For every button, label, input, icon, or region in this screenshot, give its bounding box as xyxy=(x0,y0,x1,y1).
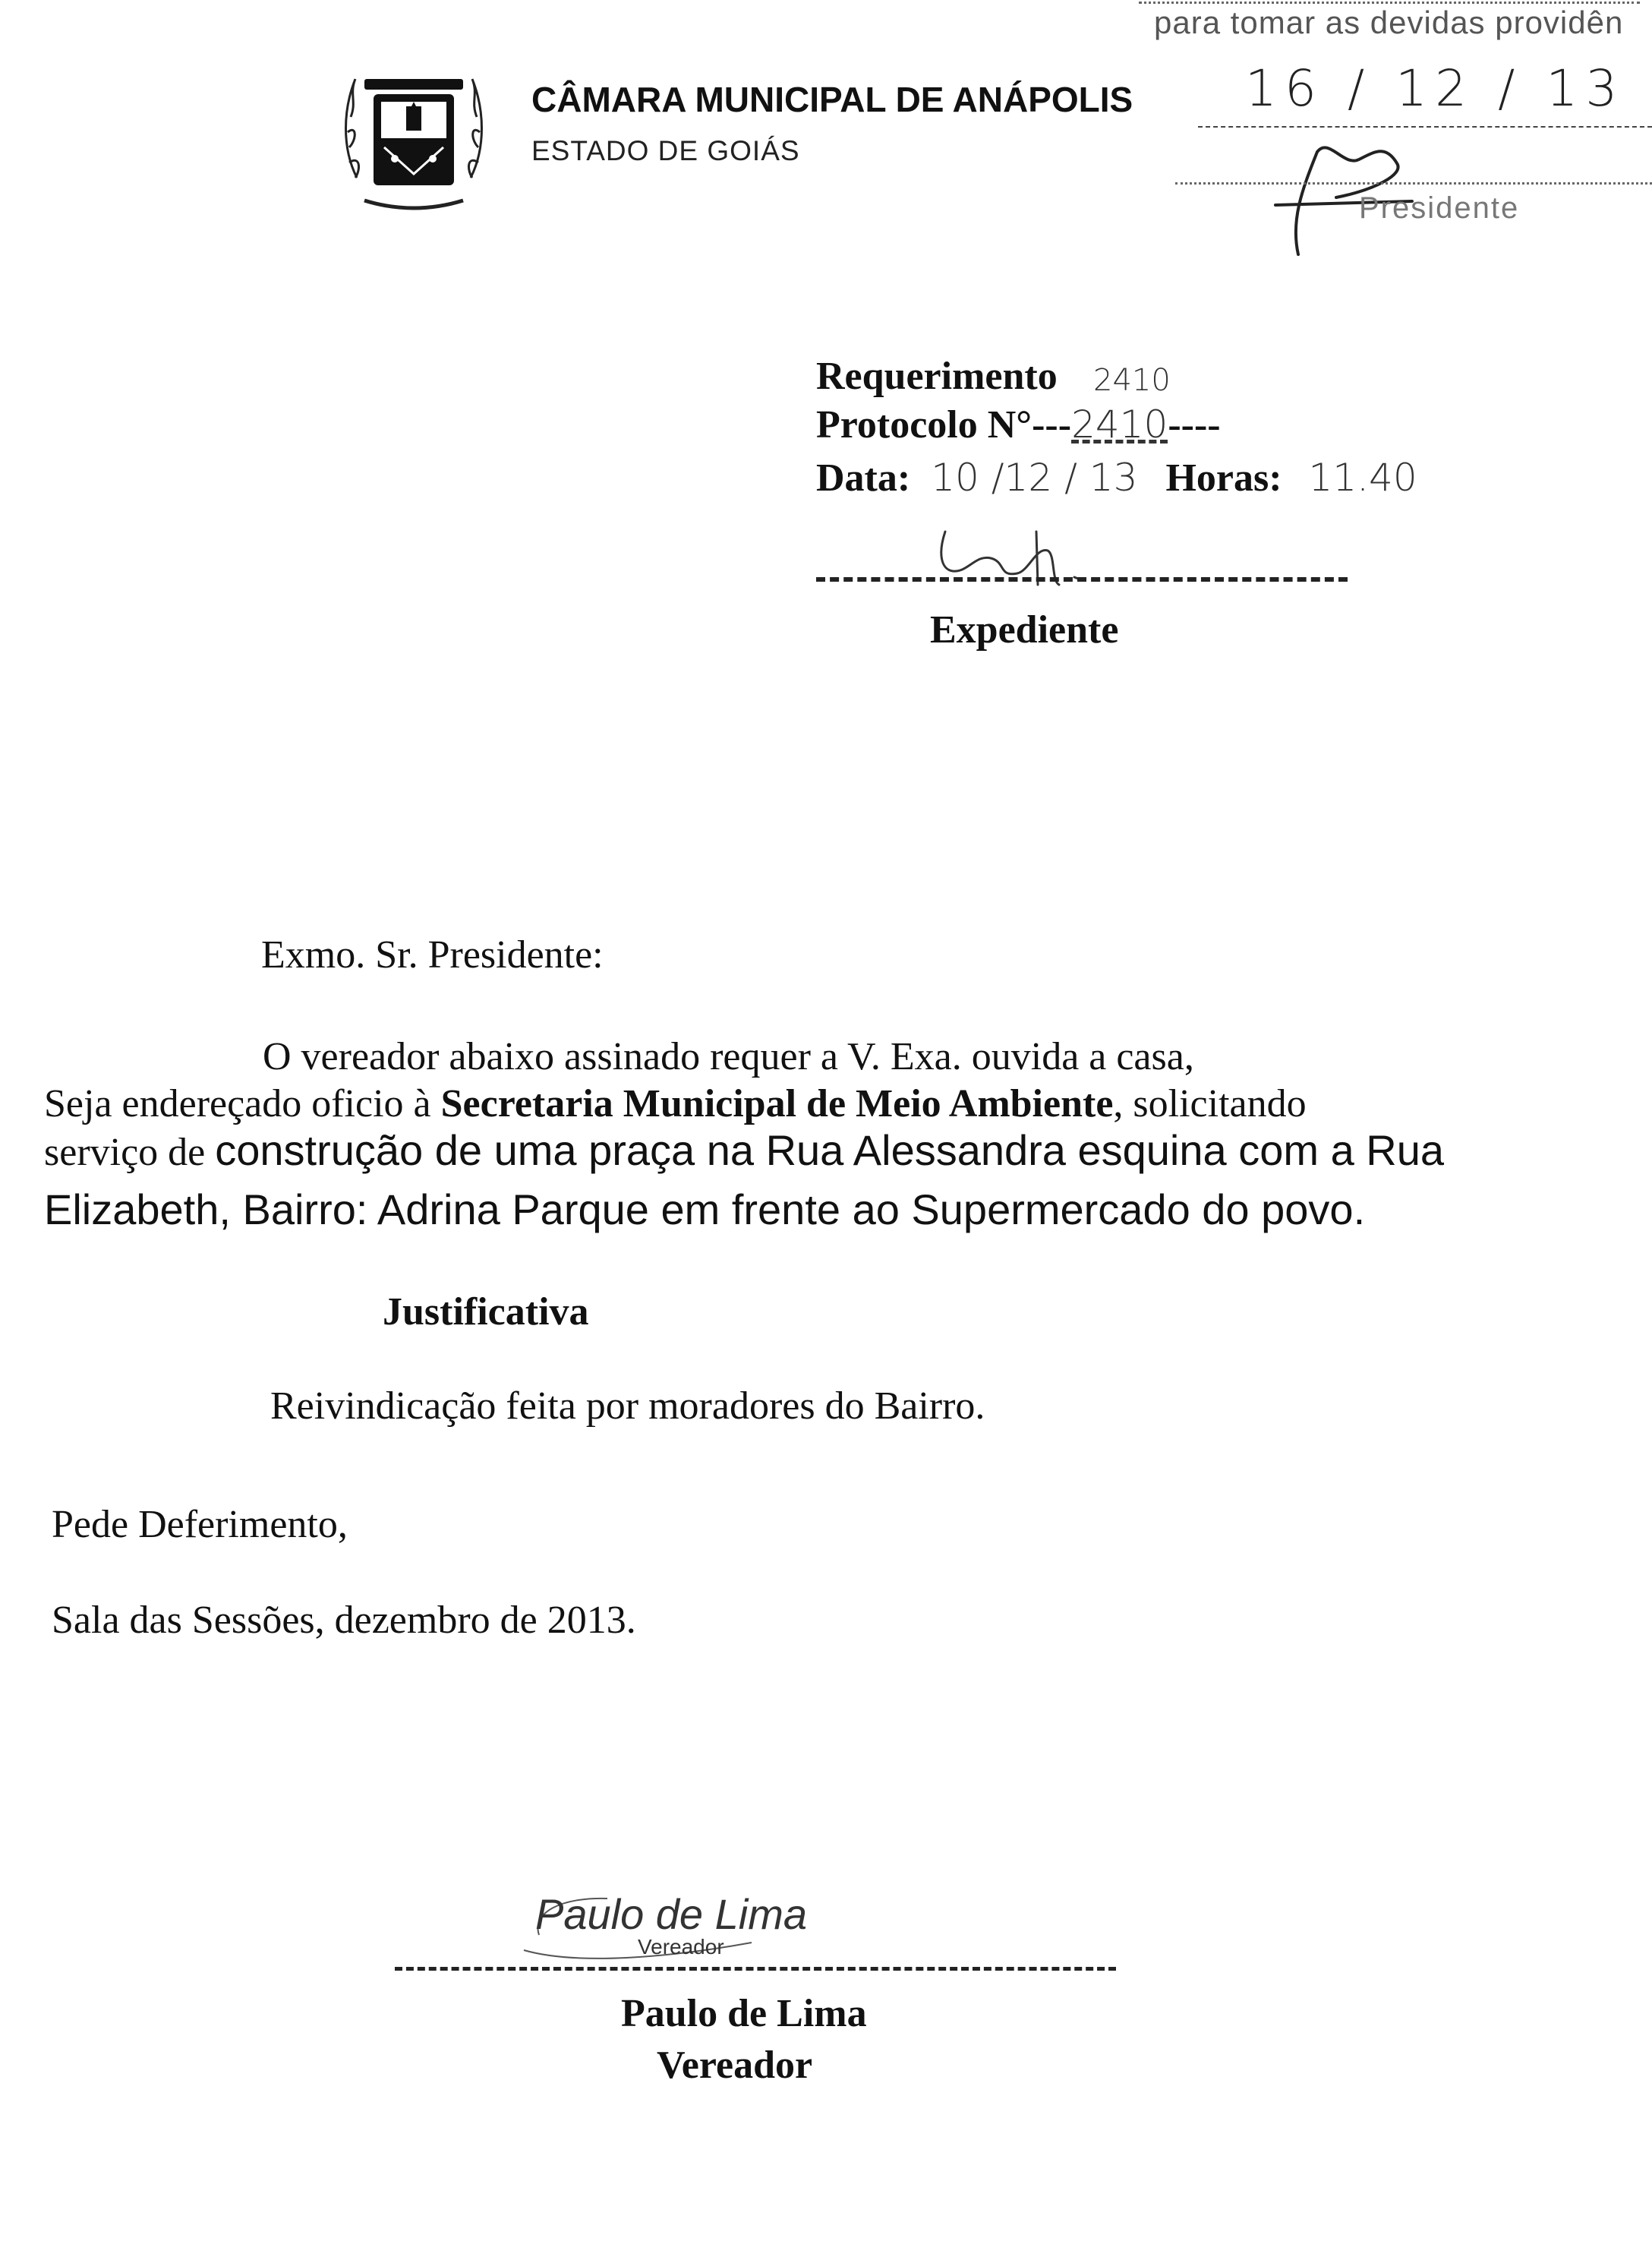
justificativa-title: Justificativa xyxy=(383,1290,589,1334)
requerimento-label: Requerimento xyxy=(816,355,1058,398)
signature-dashed-line xyxy=(395,1967,1116,1971)
data-label: Data: xyxy=(816,456,911,500)
place-date-text: Sala das Sessões, dezembro de 2013. xyxy=(52,1599,636,1642)
request-line-1: O vereador abaixo assinado requer a V. Exa. ouvida a casa, xyxy=(263,1035,1194,1078)
request-line-3: serviço de construção de uma praça na Rua Alessandra esquina com a Rua xyxy=(44,1126,1444,1174)
stamp-handwritten-date: 16 / 12 / 13 xyxy=(1245,59,1625,118)
stamp-instruction-text: para tomar as devidas providên xyxy=(1154,5,1624,40)
institution-state: ESTADO DE GOIÁS xyxy=(531,135,800,166)
request-line-4: Elizabeth, Bairro: Adrina Parque em frente ao Supermercado do povo. xyxy=(44,1185,1366,1233)
signer-role: Vereador xyxy=(657,2044,813,2087)
requerimento-row xyxy=(816,354,1058,399)
request-line-2: Seja endereçado oficio à Secretaria Municipal de Meio Ambiente, solicitando xyxy=(44,1082,1307,1125)
justificativa-text: Reivindicação feita por moradores do Bairro. xyxy=(270,1384,985,1428)
protocolo-dashes: --- xyxy=(1032,403,1072,447)
stamp-presidente-label: Presidente xyxy=(1359,191,1520,225)
salutation: Exmo. Sr. Presidente: xyxy=(261,933,604,977)
clerk-rubric-scribble xyxy=(922,516,1097,600)
secretaria-name: Secretaria Municipal de Meio Ambiente xyxy=(440,1082,1114,1125)
closing-text: Pede Deferimento, xyxy=(52,1503,348,1546)
president-signature-scribble xyxy=(1245,122,1427,258)
signature-stamp-name: Paulo de Lima xyxy=(535,1890,808,1938)
data-value: 10 /12 / 13 xyxy=(931,456,1138,500)
signer-name: Paulo de Lima xyxy=(621,1992,867,2035)
signature-stamp-role: Vereador xyxy=(638,1935,724,1959)
horas-label: Horas: xyxy=(1165,456,1282,500)
data-row xyxy=(816,456,1417,500)
requerimento-number: 2410 xyxy=(1093,363,1171,398)
protocolo-label: Protocolo N° xyxy=(816,403,1032,447)
expediente-label: Expediente xyxy=(930,608,1119,652)
protocolo-number: 2410 xyxy=(1071,402,1168,447)
stamp-signature-line xyxy=(1175,182,1652,185)
municipal-seal-icon xyxy=(334,64,493,216)
expediente-dashed-line xyxy=(816,577,1348,582)
horas-value: 11.40 xyxy=(1308,456,1417,500)
protocolo-row: Protocolo N°---2410---- xyxy=(816,402,1221,447)
institution-title: CÂMARA MUNICIPAL DE ANÁPOLIS xyxy=(531,80,1133,119)
